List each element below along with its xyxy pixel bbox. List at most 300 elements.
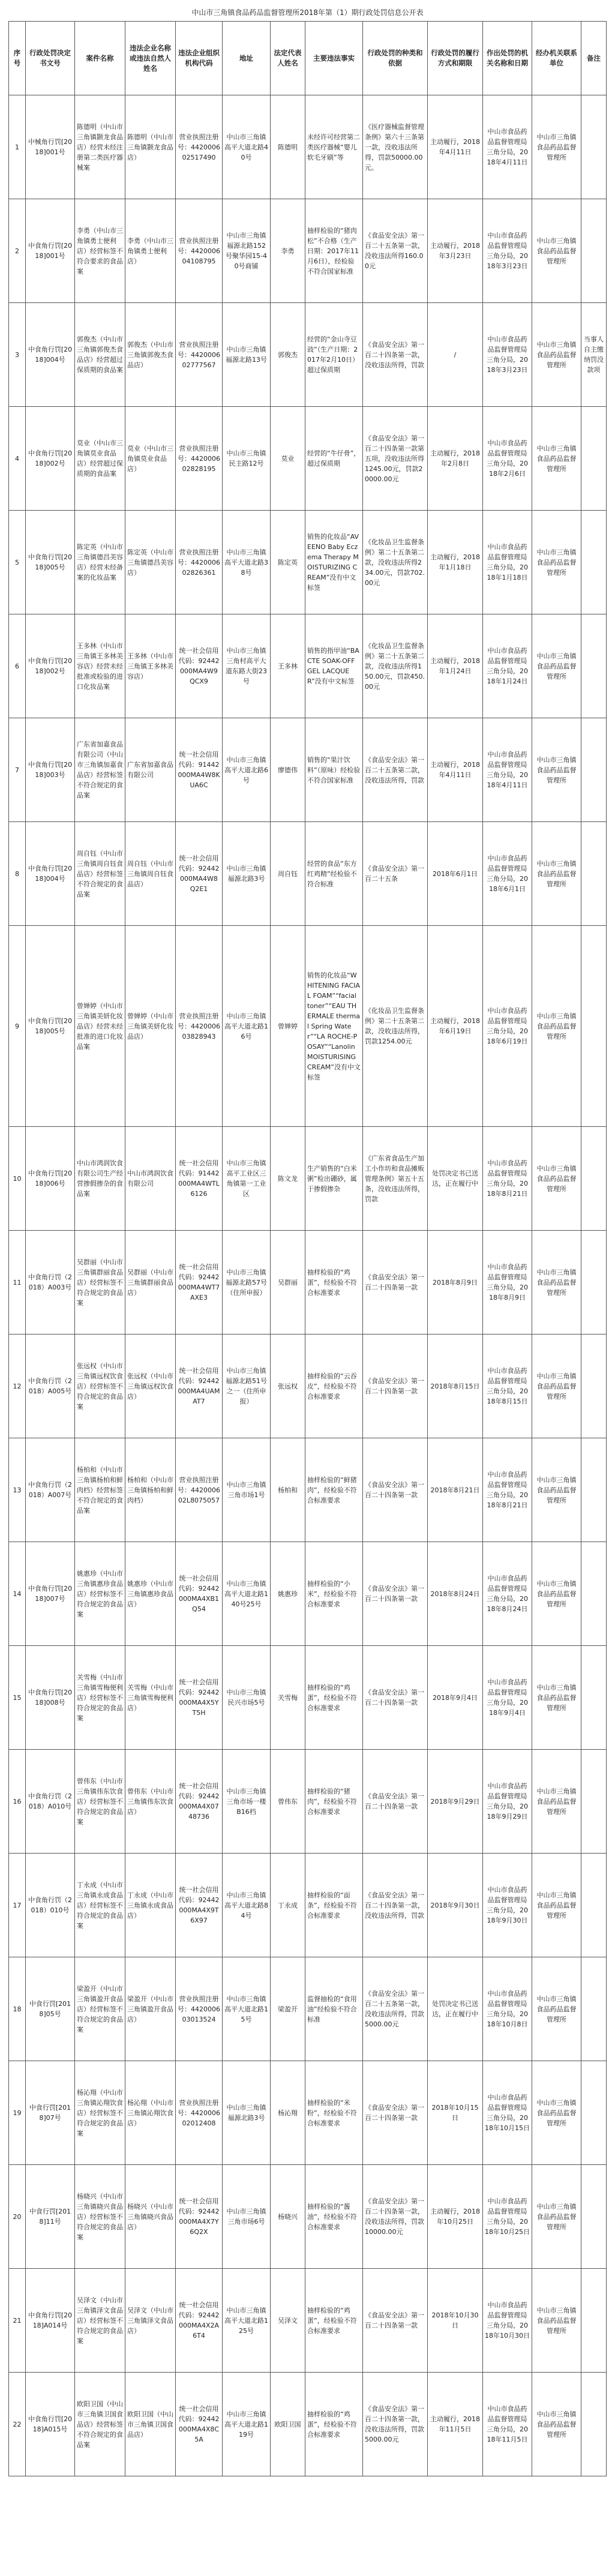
table-cell: 11 <box>9 1231 26 1335</box>
table-cell: 中山市三角镇食品药品监督管理所 <box>532 1438 581 1542</box>
table-cell: 《食品安全法》第一百二十四条第一款 <box>363 1542 428 1646</box>
table-cell: 中山市三角镇福源北路152号聚华园15-40号商铺 <box>223 199 271 303</box>
table-cell: 营业执照注册号：442000602517490 <box>176 95 223 199</box>
table-cell: 10 <box>9 1127 26 1231</box>
table-cell: 统一社会信用代码：91442000MA4WTL6126 <box>176 1127 223 1231</box>
table-row <box>9 1750 607 1854</box>
table-cell: 19 <box>9 2061 26 2165</box>
table-cell: 主动履行，2018年6月19日 <box>428 926 483 1127</box>
table-cell: 统一社会信用代码：92442000MA4X8C5A <box>176 2373 223 2476</box>
header-cell: 案件名称 <box>75 22 125 95</box>
table-cell: 中食角行罚（2018）010号 <box>26 1854 75 1957</box>
table-cell: 《食品安全法》第一百二十四条第一款 <box>363 2269 428 2373</box>
table-cell <box>581 1750 607 1854</box>
table-cell: 陈定英 <box>271 511 305 614</box>
table-cell: 《食品安全法》第一百二十四条第一款 <box>363 1750 428 1854</box>
table-cell: 中食角行罚（2018）A010号 <box>26 1750 75 1854</box>
table-cell <box>581 1854 607 1957</box>
table-cell: 中山市三角镇食品药品监督管理所 <box>532 303 581 407</box>
table-cell: 3 <box>9 303 26 407</box>
table-row <box>9 1127 607 1231</box>
table-cell: 统一社会信用代码：92442000MA4W9QCX9 <box>176 614 223 718</box>
table-cell: 张远权（中山市三角镇远权饮食店） <box>125 1335 176 1438</box>
table-row <box>9 2061 607 2165</box>
table-cell: 20 <box>9 2165 26 2269</box>
table-cell <box>581 926 607 1127</box>
table-cell <box>581 1231 607 1335</box>
table-cell: 王多林（中山市三角镇王多林美容店）经营未经批准或检验的进口化妆品案 <box>75 614 125 718</box>
table-cell <box>581 1127 607 1231</box>
table-cell: 抽样检验的“鲜猪肉”，经检验不符合标准要求 <box>305 1438 363 1542</box>
header-cell: 法定代表人姓名 <box>271 22 305 95</box>
table-cell: 当事人自主缴纳罚没款项 <box>581 303 607 407</box>
header-cell: 地址 <box>223 22 271 95</box>
table-cell: 中食角行罚[2018]002号 <box>26 614 75 718</box>
table-cell <box>581 1335 607 1438</box>
table-cell: 曾伟东 <box>271 1750 305 1854</box>
table-cell: 《食品安全法》第一百二十四条第一款 <box>363 1438 428 1542</box>
table-cell: 吴泽文（中山市三角镇泽文食品店）经营标签不符合规定的食品案 <box>75 2269 125 2373</box>
table-cell: 张远权（中山市三角镇远权饮食店）经营标签不符合规定的食品案 <box>75 1335 125 1438</box>
table-cell <box>581 1957 607 2061</box>
table-cell: 周自钰（中山市三角镇周自钰食品店）经营标签不符合规定的食品案 <box>75 822 125 926</box>
table-cell: 抽样检验的“猪肉”，经检验不符合标准要求 <box>305 1750 363 1854</box>
table-cell: 《食品安全法》第一百二十四条第一款 <box>363 1646 428 1750</box>
table-cell: 中山市食品药品监督管理局三角分局，2018年8月24日 <box>483 1542 532 1646</box>
table-cell: 吴群丽（中山市三角镇群丽食品店）经营标签不符合规定的食品案 <box>75 1231 125 1335</box>
table-row <box>9 822 607 926</box>
table-cell: 中山市三角镇三角市场1号 <box>223 1438 271 1542</box>
table-cell: 营业执照注册号：442000602777567 <box>176 303 223 407</box>
table-row <box>9 718 607 822</box>
table-cell: 中山市食品药品监督管理局三角分局，2018年9月30日 <box>483 1854 532 1957</box>
table-cell: 《食品安全法》第一百二十四条第一款第五项，没收违法所得1245.00元，罚款20000.00元 <box>363 407 428 511</box>
table-cell: 抽样检验的“猪肉松”不合格（生产日期：2017年11月6日），经检验不符合国家标准 <box>305 199 363 303</box>
table-cell: 中食角行罚[2018]004号 <box>26 822 75 926</box>
table-cell: 统一社会信用代码：92442000MA4UAMAT7 <box>176 1335 223 1438</box>
table-cell: 中山市三角镇民主路12号 <box>223 407 271 511</box>
table-cell: 中山市食品药品监督管理局三角分局，2018年10月8日 <box>483 1957 532 2061</box>
table-cell: 主动履行，2018年1月18日 <box>428 511 483 614</box>
table-cell: 广东省加嘉食品有限公司 <box>125 718 176 822</box>
table-cell: 经营的食品“东方红鸡精”经检验不符合标准 <box>305 822 363 926</box>
table-cell: 中山市三角镇食品药品监督管理所 <box>532 407 581 511</box>
table-cell: 《食品安全法》第一百二十四条第一款 <box>363 1335 428 1438</box>
table-row <box>9 1957 607 2061</box>
table-cell: 梁盈开 <box>271 1957 305 2061</box>
table-row <box>9 2269 607 2373</box>
table-cell: 营业执照注册号：442000602012408 <box>176 2061 223 2165</box>
table-cell <box>581 1646 607 1750</box>
table-cell: 中山市三角镇高平大道北路15号 <box>223 1957 271 2061</box>
table-cell: 中山市食品药品监督管理局三角分局，2018年4月11日 <box>483 718 532 822</box>
table-cell: 中山市食品药品监督管理局三角分局，2018年6月19日 <box>483 926 532 1127</box>
table-cell: 中山市食品药品监督管理局三角分局，2018年6月1日 <box>483 822 532 926</box>
table-cell: 吴泽文（中山市三角镇泽文食品店） <box>125 2269 176 2373</box>
table-cell: 8 <box>9 822 26 926</box>
table-cell: 莫业（中山市三角镇莫业食品店）经营超过保质期的食品案 <box>75 407 125 511</box>
table-cell: 2018年9月30日 <box>428 1854 483 1957</box>
table-cell: 曾婵婷（中山市三角镇美妍化妆品店） <box>125 926 176 1127</box>
table-cell: 中山市三角镇食品药品监督管理所 <box>532 822 581 926</box>
table-cell: 1 <box>9 95 26 199</box>
table-cell: 丁永成 <box>271 1854 305 1957</box>
table-row <box>9 1438 607 1542</box>
table-cell: 中食角行罚[2018]005号 <box>26 511 75 614</box>
table-cell: 处罚决定书已送达，正在履行中 <box>428 1957 483 2061</box>
table-cell: 李勇（中山市三角镇勇士便利店） <box>125 199 176 303</box>
table-cell: 中山市三角镇食品药品监督管理所 <box>532 2269 581 2373</box>
table-cell: 《食品安全法》第一百二十四条第一款 <box>363 2061 428 2165</box>
table-cell: 梁盈开（中山市三角镇盈开食品店）经营标签不符合规定的食品案 <box>75 1957 125 2061</box>
header-cell: 违法企业名称或违法自然人姓名 <box>125 22 176 95</box>
table-cell: 中山市三角镇食品药品监督管理所 <box>532 1750 581 1854</box>
table-cell: 9 <box>9 926 26 1127</box>
table-cell: 陈德明（中山市三角镇颢龙食品店）经营未经注册第二类医疗器械案 <box>75 95 125 199</box>
table-cell: 曾伟东（中山市三角镇伟东饮食店） <box>125 1750 176 1854</box>
table-cell: 关雪梅 <box>271 1646 305 1750</box>
table-cell: 吴群丽 <box>271 1231 305 1335</box>
table-cell: 《食品安全法》第一百二十四条第一款，没收违法所得，罚款10000.00元 <box>363 2165 428 2269</box>
table-cell: 《食品安全法》第一百二十五条第二款，没收违法所得，罚款 <box>363 718 428 822</box>
table-cell: 抽样检验的“酱油”，经检验不符合标准要求 <box>305 2165 363 2269</box>
table-row <box>9 407 607 511</box>
table-cell: 中山市食品药品监督管理局三角分局，2018年1月24日 <box>483 614 532 718</box>
table-cell: 中山市食品药品监督管理局三角分局，2018年11月5日 <box>483 2373 532 2476</box>
table-cell: 2018年9月29日 <box>428 1750 483 1854</box>
table-cell: 陈定英（中山市三角镇德昌美容店）经营未经备案的化妆品案 <box>75 511 125 614</box>
table-cell: 陈德明（中山市三角镇颢龙食品店） <box>125 95 176 199</box>
table-cell: 抽样检验的“云吞皮”，经检验不符合标准要求 <box>305 1335 363 1438</box>
table-cell: 王多林 <box>271 614 305 718</box>
table-cell: 杨晓兴（中山市三角镇晓兴食品店） <box>125 2165 176 2269</box>
table-cell: 张远权 <box>271 1335 305 1438</box>
table-cell: 营业执照注册号：442000603828943 <box>176 926 223 1127</box>
table-cell: 中山市三角镇高平大道北路140号25号 <box>223 1542 271 1646</box>
table-cell: 中械角行罚[2018]001号 <box>26 95 75 199</box>
table-cell: 中山市三角镇食品药品监督管理所 <box>532 1646 581 1750</box>
table-cell: 《食品安全法》第一百二十四条第一款，没收违法所得，罚款5000.00元 <box>363 2373 428 2476</box>
table-cell: 周自钰 <box>271 822 305 926</box>
table-cell: 中山市三角镇福源北路3号 <box>223 822 271 926</box>
table-cell <box>581 718 607 822</box>
table-cell: 主动履行，2018年4月11日 <box>428 95 483 199</box>
table-cell: 欧阳卫国（中山市三角镇卫国食品店） <box>125 2373 176 2476</box>
table-cell: 抽样检验的“鸡蛋”，经检验不符合标准要求 <box>305 1646 363 1750</box>
table-cell: 中山市三角镇三角村高平大道东路大街23号 <box>223 614 271 718</box>
table-cell: 中山市食品药品监督管理局三角分局，2018年3月23日 <box>483 303 532 407</box>
table-cell: 廖德伟 <box>271 718 305 822</box>
table-row <box>9 1646 607 1750</box>
table-cell: 销售的指甲油“BACTE SOAK-OFF GEL LACQUER”没有中文标签 <box>305 614 363 718</box>
table-cell: 曾伟东（中山市三角镇伟东饮食店）经营标签不符合规定的食品案 <box>75 1750 125 1854</box>
table-cell: 中山市三角镇三角市场一楼B16档 <box>223 1750 271 1854</box>
table-cell: 统一社会信用代码：92442000MA4X7Y6Q2X <box>176 2165 223 2269</box>
table-cell: 郭俊杰（中山市三角镇郭俊杰食品店） <box>125 303 176 407</box>
table-row <box>9 1335 607 1438</box>
table-cell: 中食角行罚[2018]A014号 <box>26 2269 75 2373</box>
header-cell: 行政处罚决定书文号 <box>26 22 75 95</box>
table-cell: 欧阳卫国 <box>271 2373 305 2476</box>
table-row <box>9 1542 607 1646</box>
table-cell: 统一社会信用代码：92442000MA4WT7AXE3 <box>176 1231 223 1335</box>
table-cell: 丁永成（中山市三角镇永成食品店）经营标签不符合规定的食品案 <box>75 1854 125 1957</box>
table-row <box>9 926 607 1127</box>
table-cell: 中食角行罚[2018]006号 <box>26 1127 75 1231</box>
table-cell <box>581 95 607 199</box>
table-cell: 《食品安全法》第一百二十四条第一款，没收违法所得，罚款 <box>363 1854 428 1957</box>
table-cell: 中山市食品药品监督管理局三角分局，2018年4月11日 <box>483 95 532 199</box>
table-cell: 2018年10月30日 <box>428 2269 483 2373</box>
table-cell: 中山市食品药品监督管理局三角分局，2018年8月15日 <box>483 1335 532 1438</box>
table-cell: 未经许可经营第二类医疗器械“婴儿软毛牙刷”等 <box>305 95 363 199</box>
table-cell: 抽样检验的“小米”，经检验不符合标准要求 <box>305 1542 363 1646</box>
table-row <box>9 95 607 199</box>
table-cell: 2018年6月1日 <box>428 822 483 926</box>
table-cell <box>581 199 607 303</box>
table-cell: 营业执照注册号：442000604108795 <box>176 199 223 303</box>
table-cell: 中山市食品药品监督管理局三角分局，2018年10月15日 <box>483 2061 532 2165</box>
table-cell: 中山市三角镇食品药品监督管理所 <box>532 1957 581 2061</box>
table-cell: 中食角行罚[2018]007号 <box>26 1542 75 1646</box>
table-cell: 《食品安全法》第一百二十五条 <box>363 822 428 926</box>
table-row <box>9 303 607 407</box>
table-cell: 《食品安全法》第一百二十五条第一款，没收违法所得，罚款5000.00元 <box>363 1957 428 2061</box>
table-cell: 中山市食品药品监督管理局三角分局，2018年8月21日 <box>483 1438 532 1542</box>
table-cell: 中山市三角镇食品药品监督管理所 <box>532 1542 581 1646</box>
table-cell: 抽样检验的“面条”，经检验不符合标准要求 <box>305 1854 363 1957</box>
header-cell: 经办机关联系单位 <box>532 22 581 95</box>
table-cell: 中食角行罚[2018]002号 <box>26 407 75 511</box>
table-cell: 杨沁翔 <box>271 2061 305 2165</box>
table-cell: 中山市三角镇高平大道北路125号 <box>223 2269 271 2373</box>
table-cell: 《食品安全法》第一百二十四条第一款，没收违法所得，罚款 <box>363 303 428 407</box>
table-cell: 《化妆品卫生监督条例》第二十五条第二款，没收违法所得，罚款1254.00元 <box>363 926 428 1127</box>
header-cell: 作出处罚的机关名称和日期 <box>483 22 532 95</box>
table-cell: 中山市三角镇高平大道北路84号 <box>223 1854 271 1957</box>
table-cell: 中山市食品药品监督管理局三角分局，2018年10月30日 <box>483 2269 532 2373</box>
table-cell: 监督抽检的“食用油”经检验不符合标准 <box>305 1957 363 2061</box>
table-cell: 周自钰（中山市三角镇周自钰食品店） <box>125 822 176 926</box>
table-cell <box>581 1438 607 1542</box>
table-cell: 抽样检验的“鸡蛋”，经检验不符合标准要求 <box>305 2373 363 2476</box>
table-cell: 李勇（中山市三角镇勇士便利店）经营标签不符合要求的食品案 <box>75 199 125 303</box>
table-cell: 中食角行罚（2018）A005号 <box>26 1335 75 1438</box>
table-cell: 中山市三角镇食品药品监督管理所 <box>532 926 581 1127</box>
table-cell: 处罚决定书已送达，正在履行中 <box>428 1127 483 1231</box>
table-cell: 15 <box>9 1646 26 1750</box>
table-cell: 统一社会信用代码：92442000MA4W8Q2E1 <box>176 822 223 926</box>
table-cell: 吴群丽（中山市三角镇群丽食品店） <box>125 1231 176 1335</box>
table-cell <box>581 822 607 926</box>
table-cell: 营业执照注册号：442000602826361 <box>176 511 223 614</box>
table-cell: 销售的化妆品“AVEENO Baby Eczema Therapy MOISTURIZING CREAM”没有中文标签 <box>305 511 363 614</box>
table-cell: 中山市三角镇食品药品监督管理所 <box>532 2061 581 2165</box>
table-cell: 主动履行，2018年2月8日 <box>428 407 483 511</box>
table-cell: 统一社会信用代码：91442000MA4W8KUA6C <box>176 718 223 822</box>
table-cell: 主动履行，2018年4月11日 <box>428 718 483 822</box>
table-cell: 吴泽文 <box>271 2269 305 2373</box>
table-cell: 2018年8月24日 <box>428 1542 483 1646</box>
table-cell: 杨柏和 <box>271 1438 305 1542</box>
table-cell: 姚惠珍（中山市三角镇惠珍食品店） <box>125 1542 176 1646</box>
table-cell: 中山市三角镇高平大道北路16号 <box>223 926 271 1127</box>
table-cell: 中山市食品药品监督管理局三角分局，2018年9月29日 <box>483 1750 532 1854</box>
page-title: 中山市三角镇食品药品监督管理所2018年第（1）期行政处罚信息公开表 <box>191 8 424 17</box>
table-cell <box>581 1542 607 1646</box>
table-cell: 2018年9月4日 <box>428 1646 483 1750</box>
table-cell: 中食角行罚（2018）A007号 <box>26 1438 75 1542</box>
table-cell: 梁盈开（中山市三角镇盈开食品店） <box>125 1957 176 2061</box>
table-cell: 主动履行，2018年11月5日 <box>428 2373 483 2476</box>
table-cell: 中山市食品药品监督管理局三角分局，2018年3月23日 <box>483 199 532 303</box>
table-cell: 《化妆品卫生监督条例》第二十五条第二款，没收违法所得150.00元，罚款450.00元 <box>363 614 428 718</box>
table-cell: 《广东省食品生产加工小作坊和食品摊贩管理条例》第五十五条，没收违法所得，罚款 <box>363 1127 428 1231</box>
table-cell: 14 <box>9 1542 26 1646</box>
table-cell: 7 <box>9 718 26 822</box>
table-cell: 2 <box>9 199 26 303</box>
table-cell: 中食角行罚[2018]A015号 <box>26 2373 75 2476</box>
table-cell: 中食行罚[2018]05号 <box>26 1957 75 2061</box>
table-cell: 李勇 <box>271 199 305 303</box>
table-cell: 杨晓兴（中山市三角镇晓兴食品店）经营标签不符合规定的食品案 <box>75 2165 125 2269</box>
table-cell: 中食角行罚[2018]008号 <box>26 1646 75 1750</box>
header-row <box>9 22 607 95</box>
table-cell <box>581 2373 607 2476</box>
table-cell: 经营的“金山寺豆豉”（生产日期：2017年2月10日）超过保质期 <box>305 303 363 407</box>
table-cell: 中食角行罚[2018]001号 <box>26 199 75 303</box>
table-cell: 中食行罚[2018]11号 <box>26 2165 75 2269</box>
table-row <box>9 199 607 303</box>
table-cell: 2018年8月15日 <box>428 1335 483 1438</box>
table-cell: 2018年8月9日 <box>428 1231 483 1335</box>
table-cell: 主动履行，2018年10月25日 <box>428 2165 483 2269</box>
table-cell: 中食角行罚[2018]005号 <box>26 926 75 1127</box>
table-cell: 杨晓兴 <box>271 2165 305 2269</box>
table-cell: 中山市三角镇食品药品监督管理所 <box>532 199 581 303</box>
table-cell: 《食品安全法》第一百二十五条第一款，没收违法所得160.00元 <box>363 199 428 303</box>
table-cell: 中山市食品药品监督管理局三角分局，2018年10月25日 <box>483 2165 532 2269</box>
table-cell: 中山市三角镇三角市场6号 <box>223 2165 271 2269</box>
table-cell: 统一社会信用代码：92442000MA4X5YT5H <box>176 1646 223 1750</box>
table-cell: 陈定英（中山市三角镇德昌美容店） <box>125 511 176 614</box>
table-cell <box>581 2061 607 2165</box>
table-cell: 主动履行，2018年3月23日 <box>428 199 483 303</box>
table-cell: 中山市三角镇食品药品监督管理所 <box>532 2373 581 2476</box>
table-cell: 广东省加嘉食品有限公司（中山市三角镇加嘉食品店）经营标签不符合规定的食品案 <box>75 718 125 822</box>
table-cell: 中山市食品药品监督管理局三角分局，2018年1月18日 <box>483 511 532 614</box>
table-cell: 中山市三角镇食品药品监督管理所 <box>532 614 581 718</box>
table-cell: 中食角行罚[2018]003号 <box>26 718 75 822</box>
table-cell: 营业执照注册号：442000602828195 <box>176 407 223 511</box>
table-cell: 中山市三角镇食品药品监督管理所 <box>532 1127 581 1231</box>
table-cell: 陈德明 <box>271 95 305 199</box>
table-cell: 销售的化妆品“WHITENING FACIAL FOAM”“facial toner”“EAU THERMALE thermal Spring Water”“LA ROCHE-POSAY”“Lanolin MOISTURISING CREAM”没有中文标签 <box>305 926 363 1127</box>
table-cell: 销售的“果汁饮料”（原味）经检验不符合国家标准 <box>305 718 363 822</box>
table-row <box>9 1854 607 1957</box>
table-cell: 《食品安全法》第一百二十四条第一款 <box>363 1231 428 1335</box>
table-cell: 中山市三角镇福源北路13号 <box>223 303 271 407</box>
header-cell: 备注 <box>581 22 607 95</box>
table-cell: 曾婵婷 <box>271 926 305 1127</box>
table-cell: 杨沁翔（中山市三角镇沁翔饮食店）经营标签不符合规定的食品案 <box>75 2061 125 2165</box>
table-cell: 中山市三角镇食品药品监督管理所 <box>532 718 581 822</box>
table-cell: 中山市三角镇高平大道北路40号 <box>223 95 271 199</box>
table-cell: 2018年8月21日 <box>428 1438 483 1542</box>
table-body <box>9 95 607 2476</box>
table-cell: 郭俊杰 <box>271 303 305 407</box>
table-cell: 17 <box>9 1854 26 1957</box>
header-cell: 行政处罚的履行方式和期限 <box>428 22 483 95</box>
table-cell: 中山市三角镇食品药品监督管理所 <box>532 511 581 614</box>
table-cell: 中山市三角镇民兴市场5号 <box>223 1646 271 1750</box>
table-row <box>9 511 607 614</box>
table-cell <box>581 2165 607 2269</box>
table-cell: 21 <box>9 2269 26 2373</box>
table-cell: 12 <box>9 1335 26 1438</box>
table-cell: 中食角行罚（2018）A003号 <box>26 1231 75 1335</box>
table-cell: 主动履行，2018年1月24日 <box>428 614 483 718</box>
table-cell: 郭俊杰（中山市三角镇郭俊杰食品店）经营超过保质期的食品案 <box>75 303 125 407</box>
table-cell: 生产销售的“白米粥”检出硼砂，属于掺假掺杂 <box>305 1127 363 1231</box>
table-cell <box>581 511 607 614</box>
table-cell: / <box>428 303 483 407</box>
table-cell <box>581 407 607 511</box>
table-cell: 欧阳卫国（中山市三角镇卫国食品店）经营标签不符合规定的食品案 <box>75 2373 125 2476</box>
table-cell: 中山市三角镇食品药品监督管理所 <box>532 1231 581 1335</box>
table-cell: 关雪梅（中山市三角镇雪梅便利店）经营标签不符合规定的食品案 <box>75 1646 125 1750</box>
table-cell: 中山市三角镇高平工业区三角镇第一工业区 <box>223 1127 271 1231</box>
table-cell: 18 <box>9 1957 26 2061</box>
table-cell: 中山市三角镇食品药品监督管理所 <box>532 95 581 199</box>
table-row <box>9 614 607 718</box>
table-cell: 22 <box>9 2373 26 2476</box>
table-cell <box>581 614 607 718</box>
table-cell: 曾婵婷（中山市三角镇美妍化妆品店）经营未经批准的进口化妆品案 <box>75 926 125 1127</box>
table-cell: 2018年10月15日 <box>428 2061 483 2165</box>
table-row <box>9 2165 607 2269</box>
header-cell: 行政处罚的种类和依据 <box>363 22 428 95</box>
header-cell: 违法企业组织机构代码 <box>176 22 223 95</box>
table-cell: 5 <box>9 511 26 614</box>
table-cell: 6 <box>9 614 26 718</box>
table-cell: 中山市鸿润饮食有限公司生产经营掺假掺杂的食品案 <box>75 1127 125 1231</box>
table-cell: 中山市三角镇高平大道北路119号 <box>223 2373 271 2476</box>
table-cell: 13 <box>9 1438 26 1542</box>
table-cell: 统一社会信用代码：92442000MA4XB1Q54 <box>176 1542 223 1646</box>
table-cell: 杨柏和（中山市三角镇杨柏和鲜肉档）经营标签不符合规定的食品案 <box>75 1438 125 1542</box>
table-cell: 中山市食品药品监督管理局三角分局，2018年2月6日 <box>483 407 532 511</box>
table-cell: 关雪梅（中山市三角镇雪梅便利店） <box>125 1646 176 1750</box>
table-row <box>9 2373 607 2476</box>
table-cell: 中山市三角镇高平大道北路38号 <box>223 511 271 614</box>
table-cell: 统一社会信用代码：92442000MA4X2A6T4 <box>176 2269 223 2373</box>
table-cell: 统一社会信用代码：92442000MA4X0748736 <box>176 1750 223 1854</box>
table-cell: 中山市食品药品监督管理局三角分局，2018年8月9日 <box>483 1231 532 1335</box>
table-cell: 中食角行罚[2018]004号 <box>26 303 75 407</box>
table-cell: 中山市鸿润饮食有限公司 <box>125 1127 176 1231</box>
penalty-table <box>8 21 607 2476</box>
table-cell: 营业执照注册号：442000602L8075057 <box>176 1438 223 1542</box>
table-cell: 莫业（中山市三角镇莫业食品店） <box>125 407 176 511</box>
table-cell: 抽样检验的“鸡蛋”，经检验不符合标准要求 <box>305 2269 363 2373</box>
table-cell: 莫业 <box>271 407 305 511</box>
table-cell: 《化妆品卫生监督条例》第二十五条第二款，没收违法所得234.00元，罚款702.00元 <box>363 511 428 614</box>
table-cell: 杨柏和（中山市三角镇杨柏和鲜肉档） <box>125 1438 176 1542</box>
table-cell: 中山市三角镇食品药品监督管理所 <box>532 2165 581 2269</box>
table-cell: 统一社会信用代码：92442000MA4X9T6X97 <box>176 1854 223 1957</box>
table-cell: 4 <box>9 407 26 511</box>
